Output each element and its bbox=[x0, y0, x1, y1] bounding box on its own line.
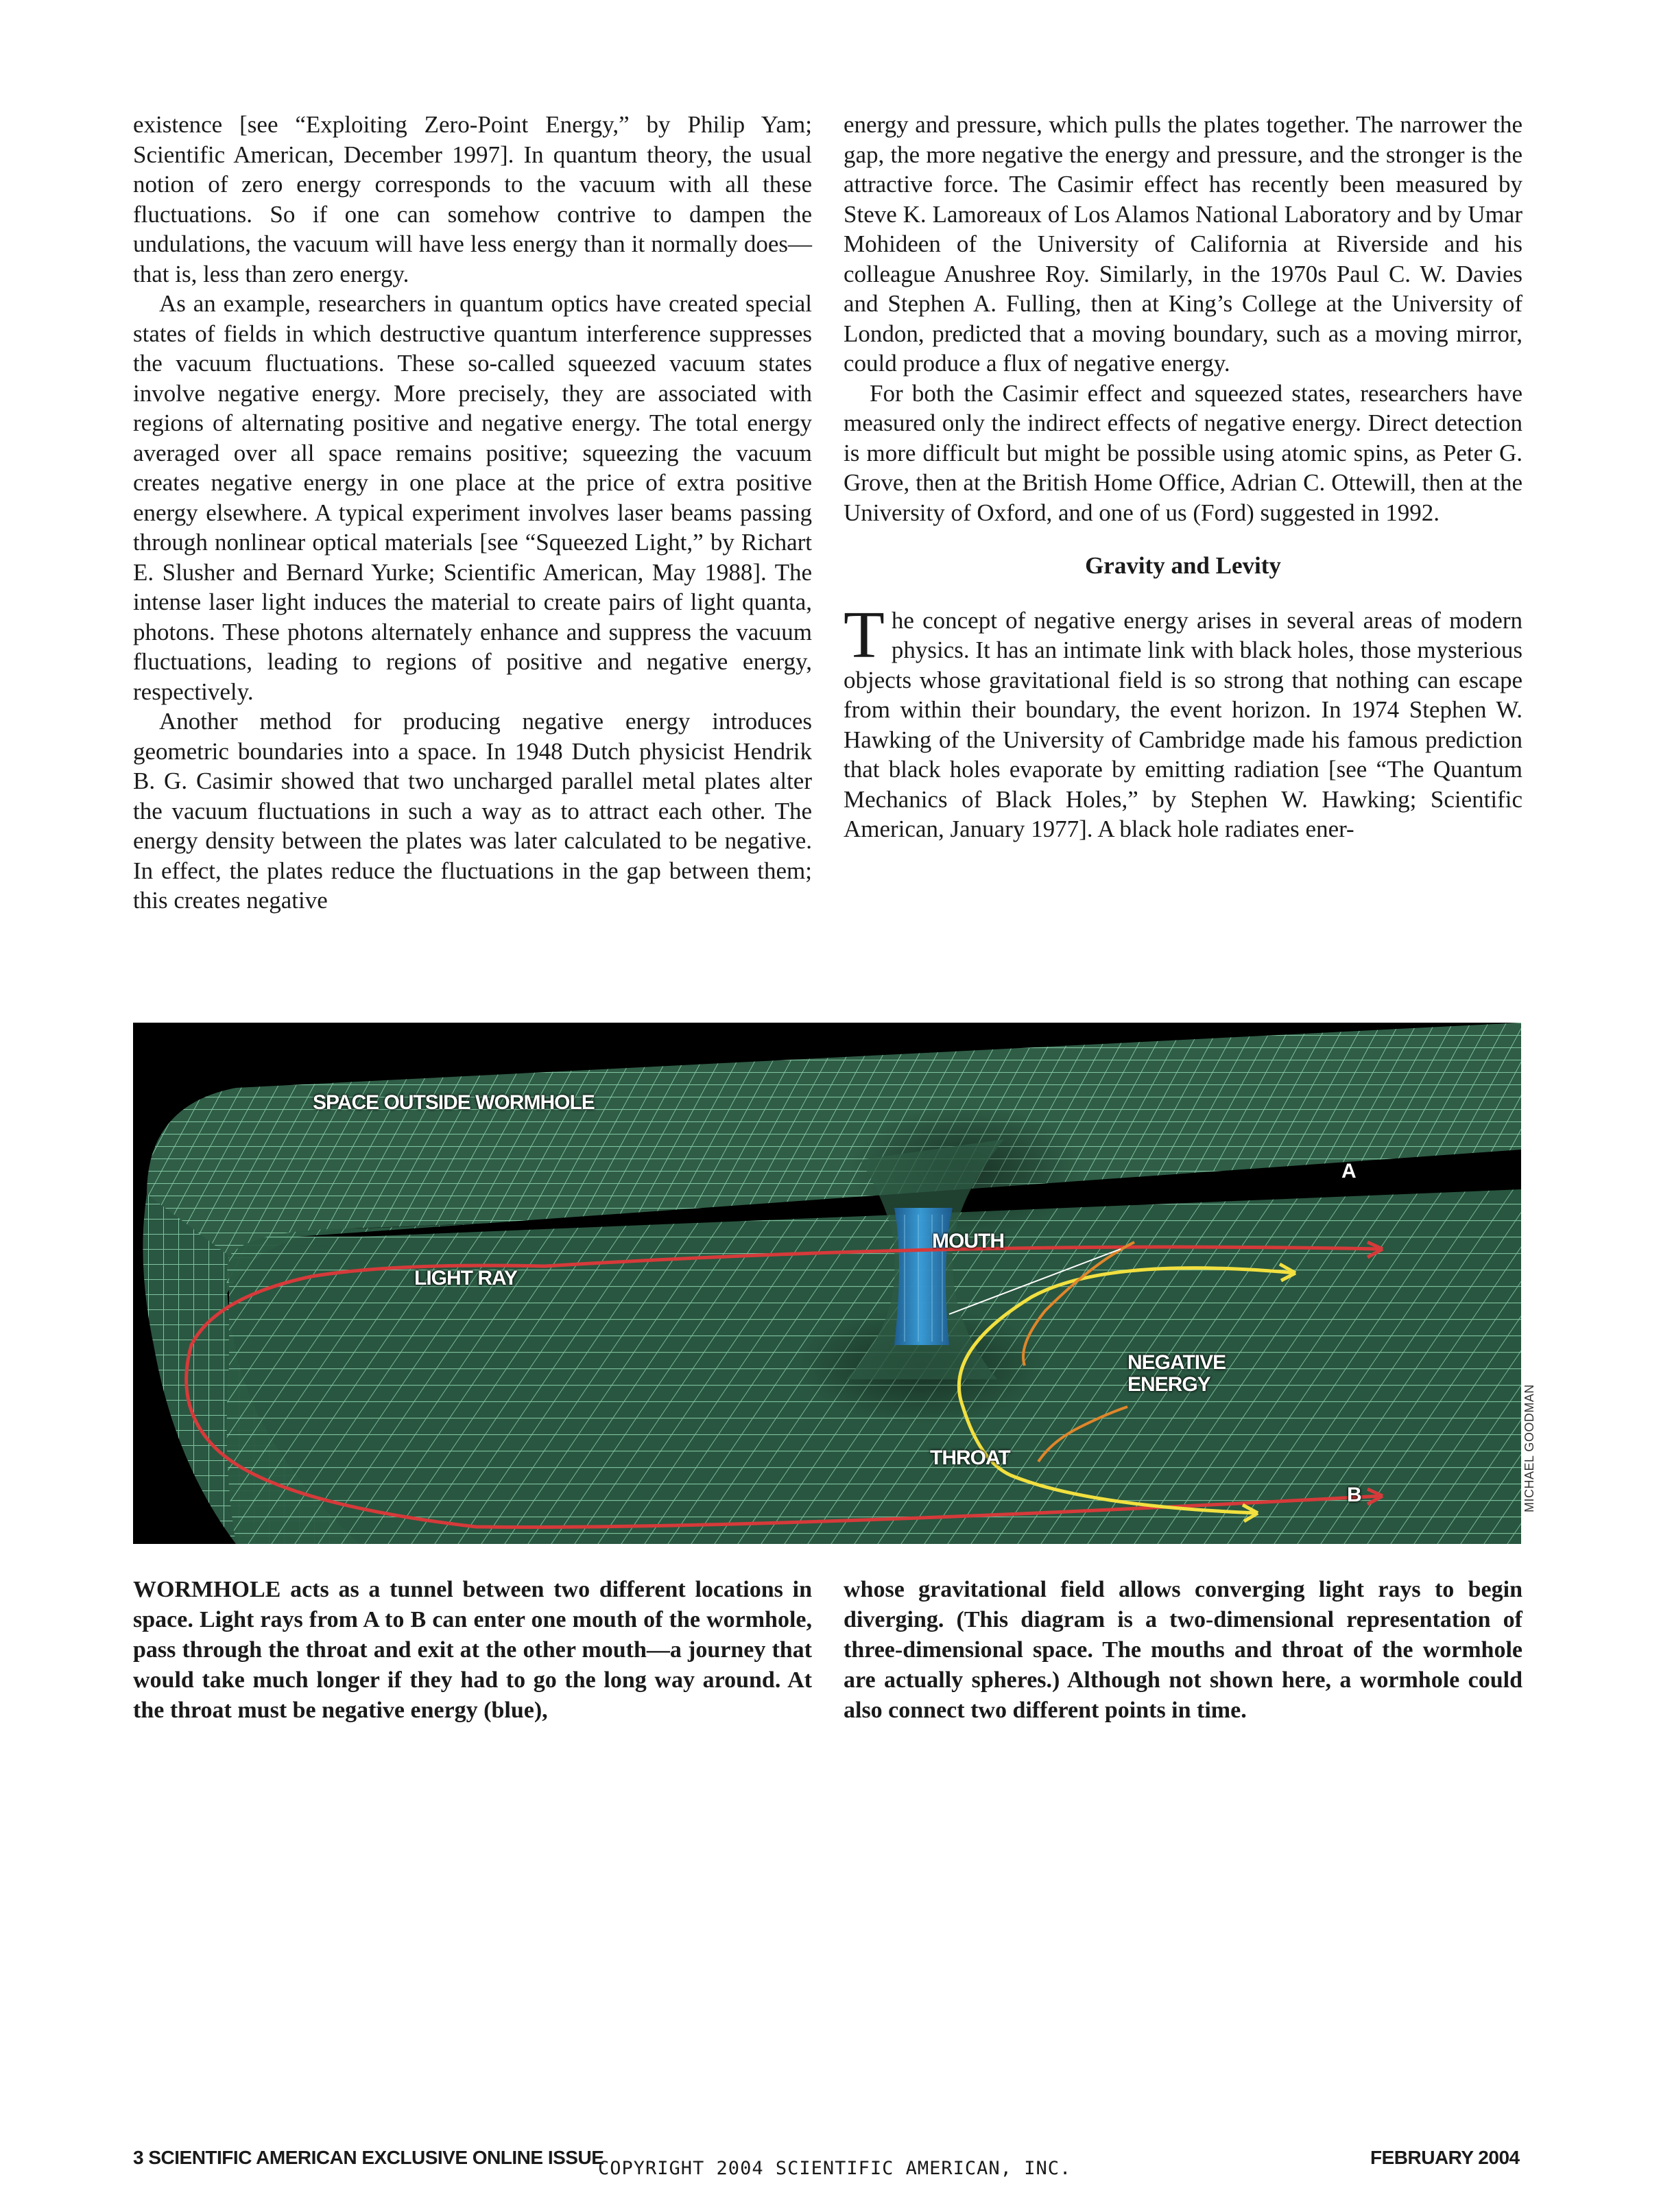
label-point-b: B bbox=[1347, 1484, 1361, 1506]
label-space-outside: SPACE OUTSIDE WORMHOLE bbox=[313, 1091, 595, 1114]
label-negative-energy bbox=[1127, 1352, 1226, 1396]
paragraph: For both the Casimir effect and squeezed states, researchers have measured only the indirect effects of negative energy. Direct detection is more difficult but might be possible using atomic spins, as Peter G. Grove, then at the British Home Office, Adrian C. Ottewill, then at the University of Oxford, and one of us (Ford) suggested in 1992. bbox=[844, 379, 1522, 526]
paragraph: energy and pressure, which pulls the plates together. The narrower the gap, the more negative the energy and pressure, and the stronger is the attractive force. The Casimir effect has recently been measured by Steve K. Lamoreaux of Los Alamos National Laboratory and by Umar Mohideen of the University of California at Riverside and his colleague Anushree Roy. Similarly, in the 1970s Paul C. W. Davies and Stephen A. Fulling, then at King’s College at the University of London, predicted that a moving boundary, such as a moving mirror, could produce a flux of negative energy. bbox=[844, 111, 1522, 377]
figure-caption-right: whose gravitational field allows converging light rays to begin diverging. (This diagram is a two-dimensional representation of three-dimensional space. The mouths and throat of the wormhole are actually spheres.) Although not shown here, a wormhole could also connect two different points in time. bbox=[844, 1577, 1522, 1723]
footer-copyright: COPYRIGHT 2004 SCIENTIFIC AMERICAN, INC. bbox=[598, 2158, 1072, 2179]
label-negative-energy-line1: NEGATIVE bbox=[1127, 1351, 1226, 1374]
figure-caption-left: WORMHOLE acts as a tunnel between two different locations in space. Light rays from A to B can enter one mouth of the wormhole, pass through the throat and exit at the other mouth—a journey that would take much longer if they had to go the long way around. At the throat must be negative energy (blue), bbox=[133, 1577, 812, 1723]
label-light-ray: LIGHT RAY bbox=[414, 1267, 517, 1289]
label-point-a: A bbox=[1341, 1160, 1356, 1182]
label-negative-energy-line2: ENERGY bbox=[1127, 1373, 1210, 1396]
left-text-column bbox=[133, 110, 812, 916]
paragraph: As an example, researchers in quantum optics have created special states of fields in which destructive quantum interference suppresses the vacuum fluctuations. These so-called squeezed vacuum states involve negative energy. More precisely, they are associated with regions of alternating positive and negative energy. The total energy averaged over all space remains positive; squeezing the vacuum creates negative energy in one place at the price of extra positive energy elsewhere. A typical experiment involves laser beams passing through nonlinear optical materials [see “Squeezed Light,” by Richart E. Slusher and Bernard Yurke; Scientific American, May 1988]. The intense laser light induces the material to create pairs of light quanta, photons. These photons alternately enhance and suppress the vacuum fluctuations, leading to regions of positive and negative energy, respectively. bbox=[133, 290, 812, 705]
wormhole-figure bbox=[133, 1023, 1521, 1544]
right-text-column bbox=[844, 110, 1522, 844]
label-mouth: MOUTH bbox=[932, 1230, 1004, 1252]
throat-tube bbox=[894, 1208, 953, 1345]
section-heading: Gravity and Levity bbox=[1085, 552, 1281, 579]
footer-date: FEBRUARY 2004 bbox=[1370, 2147, 1520, 2168]
section-paragraph bbox=[844, 597, 1522, 844]
footer-issue: 3 SCIENTIFIC AMERICAN EXCLUSIVE ONLINE ISSUE bbox=[133, 2147, 604, 2168]
figure-credit: MICHAEL GOODMAN bbox=[1522, 1384, 1536, 1512]
paragraph: existence [see “Exploiting Zero-Point Energy,” by Philip Yam; Scientific American, December 1997]. In quantum theory, the usual notion of zero energy corresponds to the vacuum with all these fluctuations. So if one can somehow contrive to dampen the undulations, the vacuum will have less energy than it normally does—that is, less than zero energy. bbox=[133, 111, 812, 287]
paragraph: Another method for producing negative energy introduces geometric boundaries into a space. In 1948 Dutch physicist Hendrik B. G. Casimir showed that two uncharged parallel metal plates alter the vacuum fluctuations in such a way as to attract each other. The energy density between the plates was later calculated to be negative. In effect, the plates reduce the fluctuations in the gap between them; this creates negative bbox=[133, 708, 812, 914]
drop-cap: T bbox=[844, 597, 885, 672]
section-paragraph-text: he concept of negative energy arises in several areas of modern physics. It has an intimate link with black holes, those mysterious objects whose gravitational field is so strong that nothing can escape from within their boundary, the event horizon. In 1974 Stephen W. Hawking of the University of Cambridge made his famous prediction that black holes evaporate by emitting radiation [see “The Quantum Mechanics of Black Holes,” by Stephen W. Hawking; Scientific American, January 1977]. A black hole radiates ener- bbox=[844, 606, 1522, 842]
label-throat: THROAT bbox=[930, 1447, 1010, 1469]
